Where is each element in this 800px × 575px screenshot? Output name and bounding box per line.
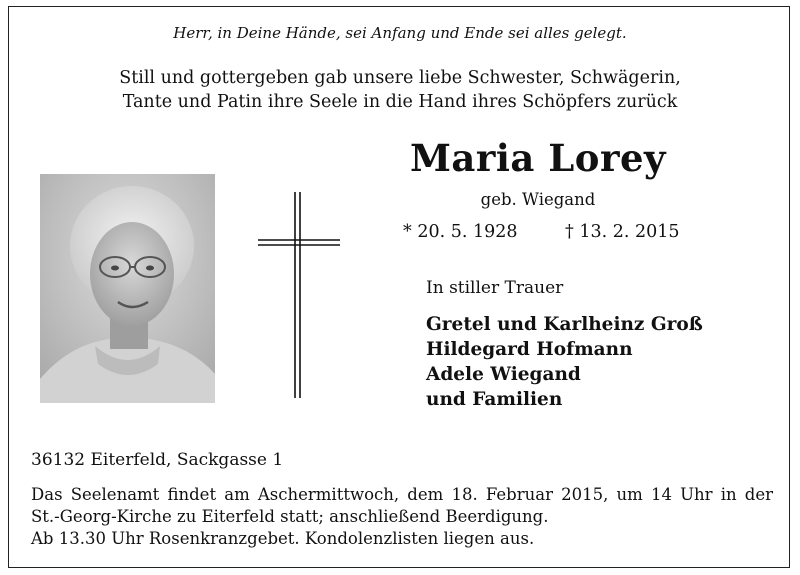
cross-icon bbox=[256, 192, 342, 398]
motto-verse: Herr, in Deine Hände, sei Anfang und Ende sei alles gelegt. bbox=[173, 24, 627, 42]
notice-line-1: Das Seelenamt findet am Aschermittwoch, dem 18. Februar 2015, um 14 Uhr in der bbox=[31, 485, 773, 504]
portrait-photo bbox=[40, 174, 215, 403]
birth-date: * 20. 5. 1928 bbox=[403, 222, 518, 242]
notice-line-2: St.-Georg-Kirche zu Eiterfeld statt; anschließend Beerdigung. bbox=[31, 507, 549, 526]
intro-text bbox=[0, 66, 800, 114]
mourner-name: und Familien bbox=[426, 389, 563, 410]
death-date: † 13. 2. 2015 bbox=[565, 222, 680, 242]
intro-line-1: Still und gottergeben gab unsere liebe Schwester, Schwägerin, bbox=[119, 68, 681, 88]
maiden-name: geb. Wiegand bbox=[480, 190, 596, 209]
mourning-label: In stiller Trauer bbox=[426, 278, 564, 298]
mourners-list bbox=[426, 312, 703, 412]
intro-line-2: Tante und Patin ihre Seele in die Hand ihres Schöpfers zurück bbox=[122, 92, 678, 112]
service-notice bbox=[31, 484, 773, 550]
deceased-name: Maria Lorey bbox=[409, 136, 667, 180]
mourner-name: Hildegard Hofmann bbox=[426, 339, 633, 360]
mourner-name: Gretel und Karlheinz Groß bbox=[426, 314, 703, 335]
family-address: 36132 Eiterfeld, Sackgasse 1 bbox=[31, 450, 284, 470]
mourner-name: Adele Wiegand bbox=[426, 364, 581, 385]
portrait-image bbox=[40, 174, 215, 403]
notice-line-3: Ab 13.30 Uhr Rosenkranzgebet. Kondolenzlisten liegen aus. bbox=[31, 529, 535, 548]
